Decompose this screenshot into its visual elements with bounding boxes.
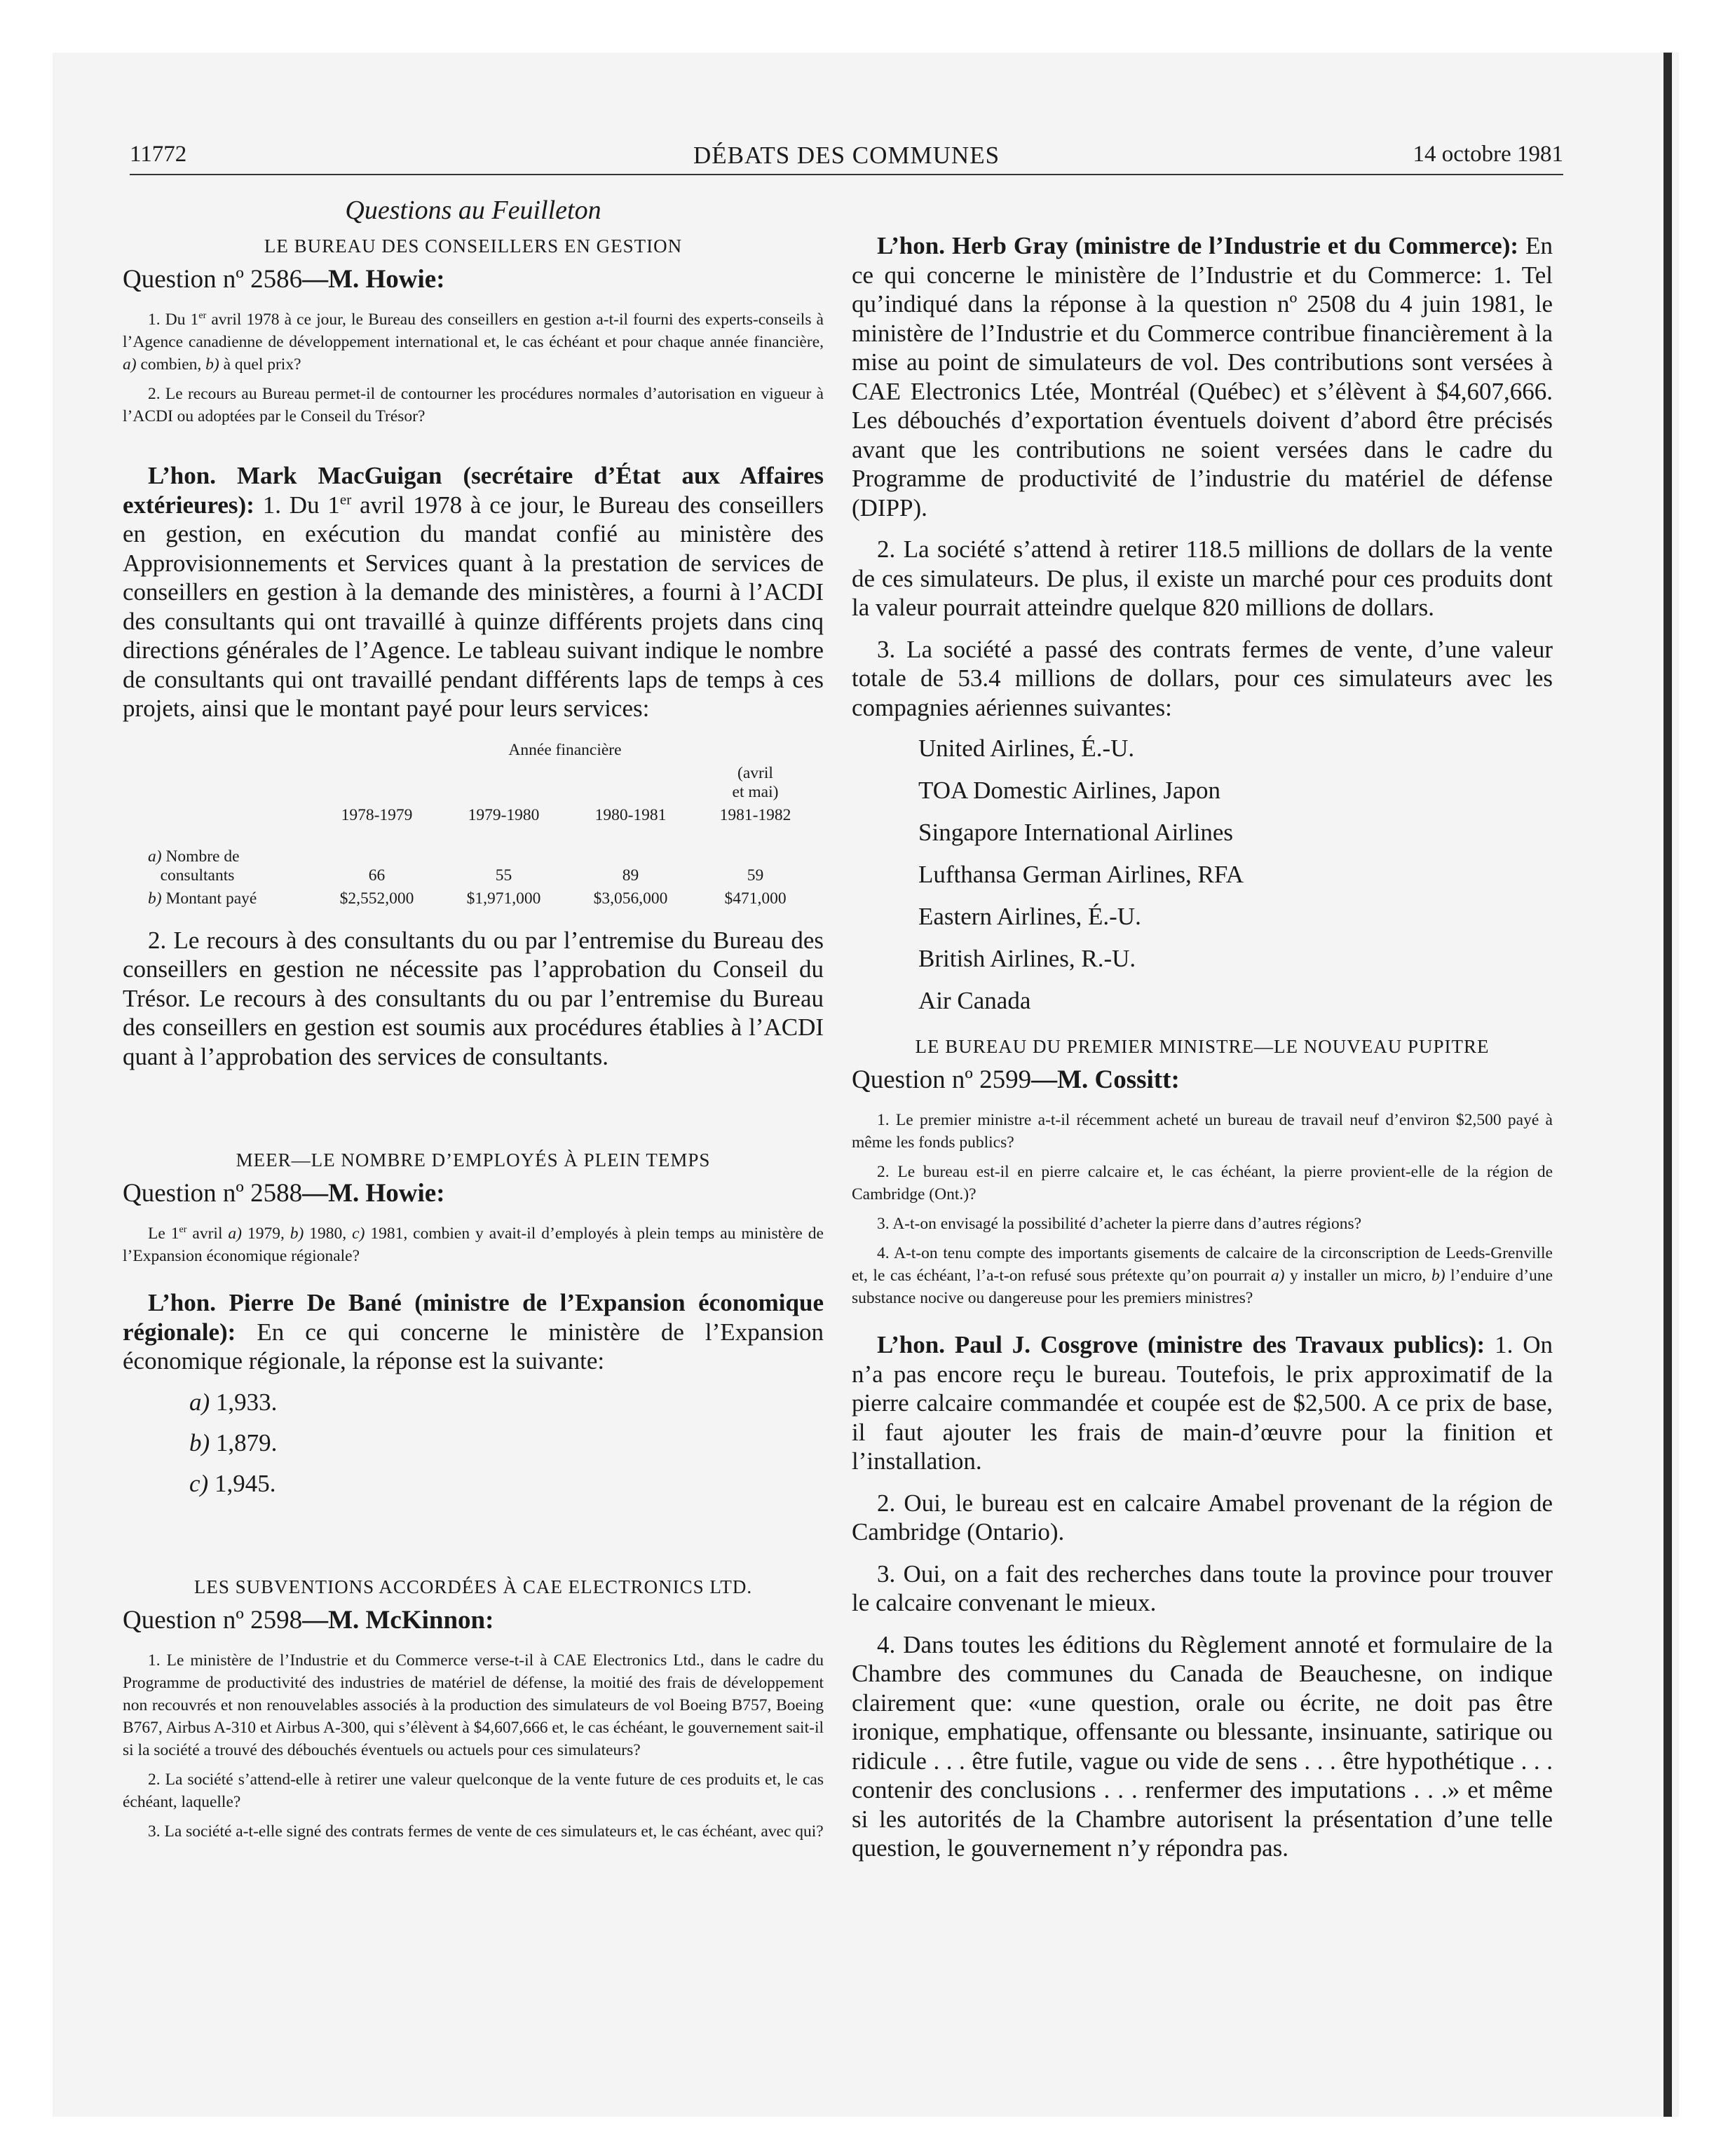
section-title: Questions au Feuilleton bbox=[345, 196, 601, 225]
answer-paragraph: 4. Dans toutes les éditions du Règlement annoté et formulaire de la Chambre des communes du Canada de Beauchesne, on indique clairement que: «une question, orale ou écrite, ne doit pas être ironique, emphatique, offensante ou blessante, insinuante, satirique ou ridicule . . . être futile, vague ou vide de sens . . . être hypothétique . . . contenir des conclusions . . . renfermer des imputations . . .» et même si les autorités de la Chambre autorisent la présentation d’une telle question, le gouvernement n’y répondra pas. bbox=[852, 1630, 1553, 1862]
answer-paragraph: 2. Le recours à des consultants du ou par l’entremise du Bureau des conseillers en gestion ne nécessite pas l’approbation du Conseil du Trésor. Le recours à des consultants du ou par l’entremise du Bureau des conseillers en gestion est soumis aux procédures établies à l’ACDI quant à l’approbation des services de consultants. bbox=[123, 926, 824, 1070]
page-header bbox=[130, 142, 1563, 172]
table-cell: 59 bbox=[747, 866, 764, 885]
answer-paragraph: L’hon. Herb Gray (ministre de l’Industrie et du Commerce): En ce qui concerne le ministère de l’Industrie et du Commerce: 1. Tel qu’indiqué dans la réponse à la question nº 2508 du 4 juin 1981, le ministère de l’Industrie et du Commerce contribue financièrement à la mise au point de simulateurs de vol. Des contributions sont versées à CAE Electronics Ltée, Montréal (Québec) et s’élèvent à $4,607,666. Les débouchés d’exportation éventuels doivent d’abord être précisés avant que les contributions ne soient versées dans le cadre du Programme de productivité de l’industrie du matériel de défense (DIPP). bbox=[852, 232, 1553, 521]
table-cell: $1,971,000 bbox=[466, 889, 541, 908]
question-paragraph: 2. La société s’attend-elle à retirer une valeur quelconque de la vente future de ces produits et, le cas échéant, laquelle? bbox=[123, 1770, 824, 1811]
list-item: a) 1,933. bbox=[189, 1388, 278, 1416]
table-year: 1979-1980 bbox=[468, 805, 540, 824]
answer-speaker: L’hon. Mark MacGuigan (secrétaire d’État aux Affaires extérieures): bbox=[123, 462, 824, 519]
table-row-label: b) Montant payé bbox=[148, 889, 257, 908]
table-cell: 89 bbox=[622, 866, 639, 885]
question-heading: LE BUREAU DES CONSEILLERS EN GESTION bbox=[264, 236, 683, 257]
question-member: —M. Cossitt: bbox=[1031, 1065, 1180, 1094]
question-number: Question nº 2599 bbox=[852, 1065, 1032, 1094]
publication-title: DÉBATS DES COMMUNES bbox=[693, 142, 1000, 169]
question-member: —M. McKinnon: bbox=[302, 1605, 494, 1635]
scan-edge bbox=[1663, 53, 1672, 2117]
answer-paragraph: 2. Oui, le bureau est en calcaire Amabel provenant de la région de Cambridge (Ontario). bbox=[852, 1489, 1553, 1546]
answer-paragraph: L’hon. Mark MacGuigan (secrétaire d’État aux Affaires extérieures): 1. Du 1er avril 1978 à ce jour, le Bureau des conseillers en gestion, en exécution du mandat confié au ministère des Approvisionnements et Services quant à la prestation de services de conseillers en gestion à la demande des ministères, a fourni à l’ACDI des consultants qui ont travaillé à quinze différents projets dans cinq directions générales de l’Agence. Le tableau suivant indique le nombre de consultants qui ont travaillé pendant différents laps de temps à ces projets, ainsi que le montant payé pour leurs services: bbox=[123, 462, 824, 722]
list-item: United Airlines, É.-U. bbox=[918, 735, 1135, 762]
list-item: British Airlines, R.-U. bbox=[918, 945, 1136, 972]
list-item: TOA Domestic Airlines, Japon bbox=[918, 777, 1220, 804]
question-member: —M. Howie: bbox=[302, 265, 445, 294]
question-line bbox=[123, 1178, 824, 1208]
question-heading: LE BUREAU DU PREMIER MINISTRE—LE NOUVEAU PUPITRE bbox=[915, 1036, 1490, 1057]
table-cell: $2,552,000 bbox=[339, 889, 414, 908]
question-line bbox=[123, 264, 824, 294]
list-item: Air Canada bbox=[918, 987, 1031, 1014]
question-number: Question nº 2586 bbox=[123, 265, 303, 294]
question-paragraph: 2. Le bureau est-il en pierre calcaire et, le cas échéant, la pierre provient-elle de la région de Cambridge (Ont.)? bbox=[852, 1163, 1553, 1203]
question-paragraph: 1. Du 1er avril 1978 à ce jour, le Bureau des conseillers en gestion a-t-il fourni des experts-conseils à l’Agence canadienne de développement international et, le cas échéant et pour chaque année financière, a) combien, b) à quel prix? bbox=[123, 310, 824, 374]
question-number: Question nº 2598 bbox=[123, 1605, 303, 1635]
right-column bbox=[852, 231, 1553, 1876]
question-paragraph: Le 1er avril a) 1979, b) 1980, c) 1981, combien y avait-il d’employés à plein temps au ministère de l’Expansion économique régionale? bbox=[123, 1224, 824, 1265]
left-column bbox=[123, 189, 824, 1850]
airline-list bbox=[918, 735, 1553, 1015]
answer-speaker: L’hon. Herb Gray (ministre de l’Industrie et du Commerce): bbox=[877, 232, 1519, 259]
answer-list bbox=[189, 1389, 824, 1498]
header-rule bbox=[130, 174, 1563, 175]
table-row-label: a) Nombre de consultants bbox=[148, 847, 240, 885]
question-paragraph: 1. Le premier ministre a-t-il récemment acheté un bureau de travail neuf d’environ $2,500 payé à même les fonds publics? bbox=[852, 1111, 1553, 1152]
question-paragraph: 4. A-t-on tenu compte des importants gisements de calcaire de la circonscription de Leeds-Grenville et, le cas échéant, l’a-t-on refusé sous prétexte qu’on pourrait a) y installer un micro, b) l’enduire d’une substance nocive ou dangereuse pour les premiers ministres? bbox=[852, 1244, 1553, 1307]
answer-paragraph: 3. Oui, on a fait des recherches dans toute la province pour trouver le calcaire convenant le mieux. bbox=[852, 1560, 1553, 1616]
table-year: 1978-1979 bbox=[341, 805, 413, 824]
question-paragraph: 3. La société a-t-elle signé des contrats fermes de vente de ces simulateurs et, le cas échéant, avec qui? bbox=[148, 1822, 824, 1841]
list-item: Lufthansa German Airlines, RFA bbox=[918, 861, 1244, 888]
question-paragraph: 2. Le recours au Bureau permet-il de contourner les procédures normales d’autorisation en vigueur à l’ACDI ou adoptées par le Conseil du Trésor? bbox=[123, 385, 824, 425]
answer-speaker: L’hon. Pierre De Bané (ministre de l’Expansion économique régionale): bbox=[123, 1289, 824, 1346]
answer-paragraph: 2. La société s’attend à retirer 118.5 millions de dollars de la vente de ces simulateurs. De plus, il existe un marché pour ces produits dont la valeur pourrait atteindre quelque 820 millions de dollars. bbox=[852, 535, 1553, 621]
question-number: Question nº 2588 bbox=[123, 1179, 303, 1208]
table-cell: 55 bbox=[495, 866, 512, 885]
table-cell: $3,056,000 bbox=[593, 889, 668, 908]
consultants-table bbox=[144, 739, 817, 910]
table-cell: $471,000 bbox=[724, 889, 787, 908]
table-year: 1981-1982 bbox=[719, 805, 791, 824]
table-cell: 66 bbox=[368, 866, 386, 885]
question-line bbox=[852, 1065, 1553, 1095]
question-heading: MEER—LE NOMBRE D’EMPLOYÉS À PLEIN TEMPS bbox=[236, 1149, 711, 1171]
answer-paragraph: L’hon. Paul J. Cosgrove (ministre des Travaux publics): 1. On n’a pas encore reçu le bureau. Toutefois, le prix approximatif de la pierre calcaire commandée et coupée est de $2,500. A ce prix de base, il faut ajouter les frais de main-d’œuvre pour la finition et l’installation. bbox=[852, 1331, 1553, 1475]
publication-date: 14 octobre 1981 bbox=[1413, 142, 1563, 167]
table-year: 1980-1981 bbox=[594, 805, 667, 824]
table-caption: Année financière bbox=[508, 740, 622, 759]
answer-speaker: L’hon. Paul J. Cosgrove (ministre des Travaux publics): bbox=[877, 1331, 1485, 1358]
table-note: (avril et mai) bbox=[732, 763, 779, 801]
question-paragraph: 3. A-t-on envisagé la possibilité d’acheter la pierre dans d’autres régions? bbox=[877, 1215, 1362, 1233]
answer-paragraph: 3. La société a passé des contrats fermes de vente, d’une valeur totale de 53.4 millions de dollars, pour ces simulateurs avec les compagnies aériennes suivantes: bbox=[852, 635, 1553, 721]
list-item: b) 1,879. bbox=[189, 1428, 278, 1456]
list-item: Singapore International Airlines bbox=[918, 819, 1234, 846]
list-item: c) 1,945. bbox=[189, 1469, 276, 1497]
question-paragraph: 1. Le ministère de l’Industrie et du Commerce verse-t-il à CAE Electronics Ltd., dans le cadre du Programme de productivité des industries de matériel de défense, la moitié des frais de développement non recouvrés et non renouvelables associés à la production des simulateurs de vol Boeing B757, Boeing B767, Airbus A-310 et Airbus A-300, qui s’élèvent à $4,607,666 et, le cas échéant, le gouvernement sait-il si la société a trouvé des débouchés éventuels ou actuels pour ces simulateurs? bbox=[123, 1651, 824, 1759]
question-heading: LES SUBVENTIONS ACCORDÉES À CAE ELECTRONICS LTD. bbox=[193, 1576, 753, 1597]
list-item: Eastern Airlines, É.-U. bbox=[918, 903, 1141, 930]
question-line bbox=[123, 1605, 824, 1635]
page-number: 11772 bbox=[130, 142, 187, 167]
answer-paragraph: L’hon. Pierre De Bané (ministre de l’Expansion économique régionale): En ce qui concerne le ministère de l’Expansion économique régionale, la réponse est la suivante: bbox=[123, 1289, 824, 1374]
question-member: —M. Howie: bbox=[302, 1179, 445, 1208]
